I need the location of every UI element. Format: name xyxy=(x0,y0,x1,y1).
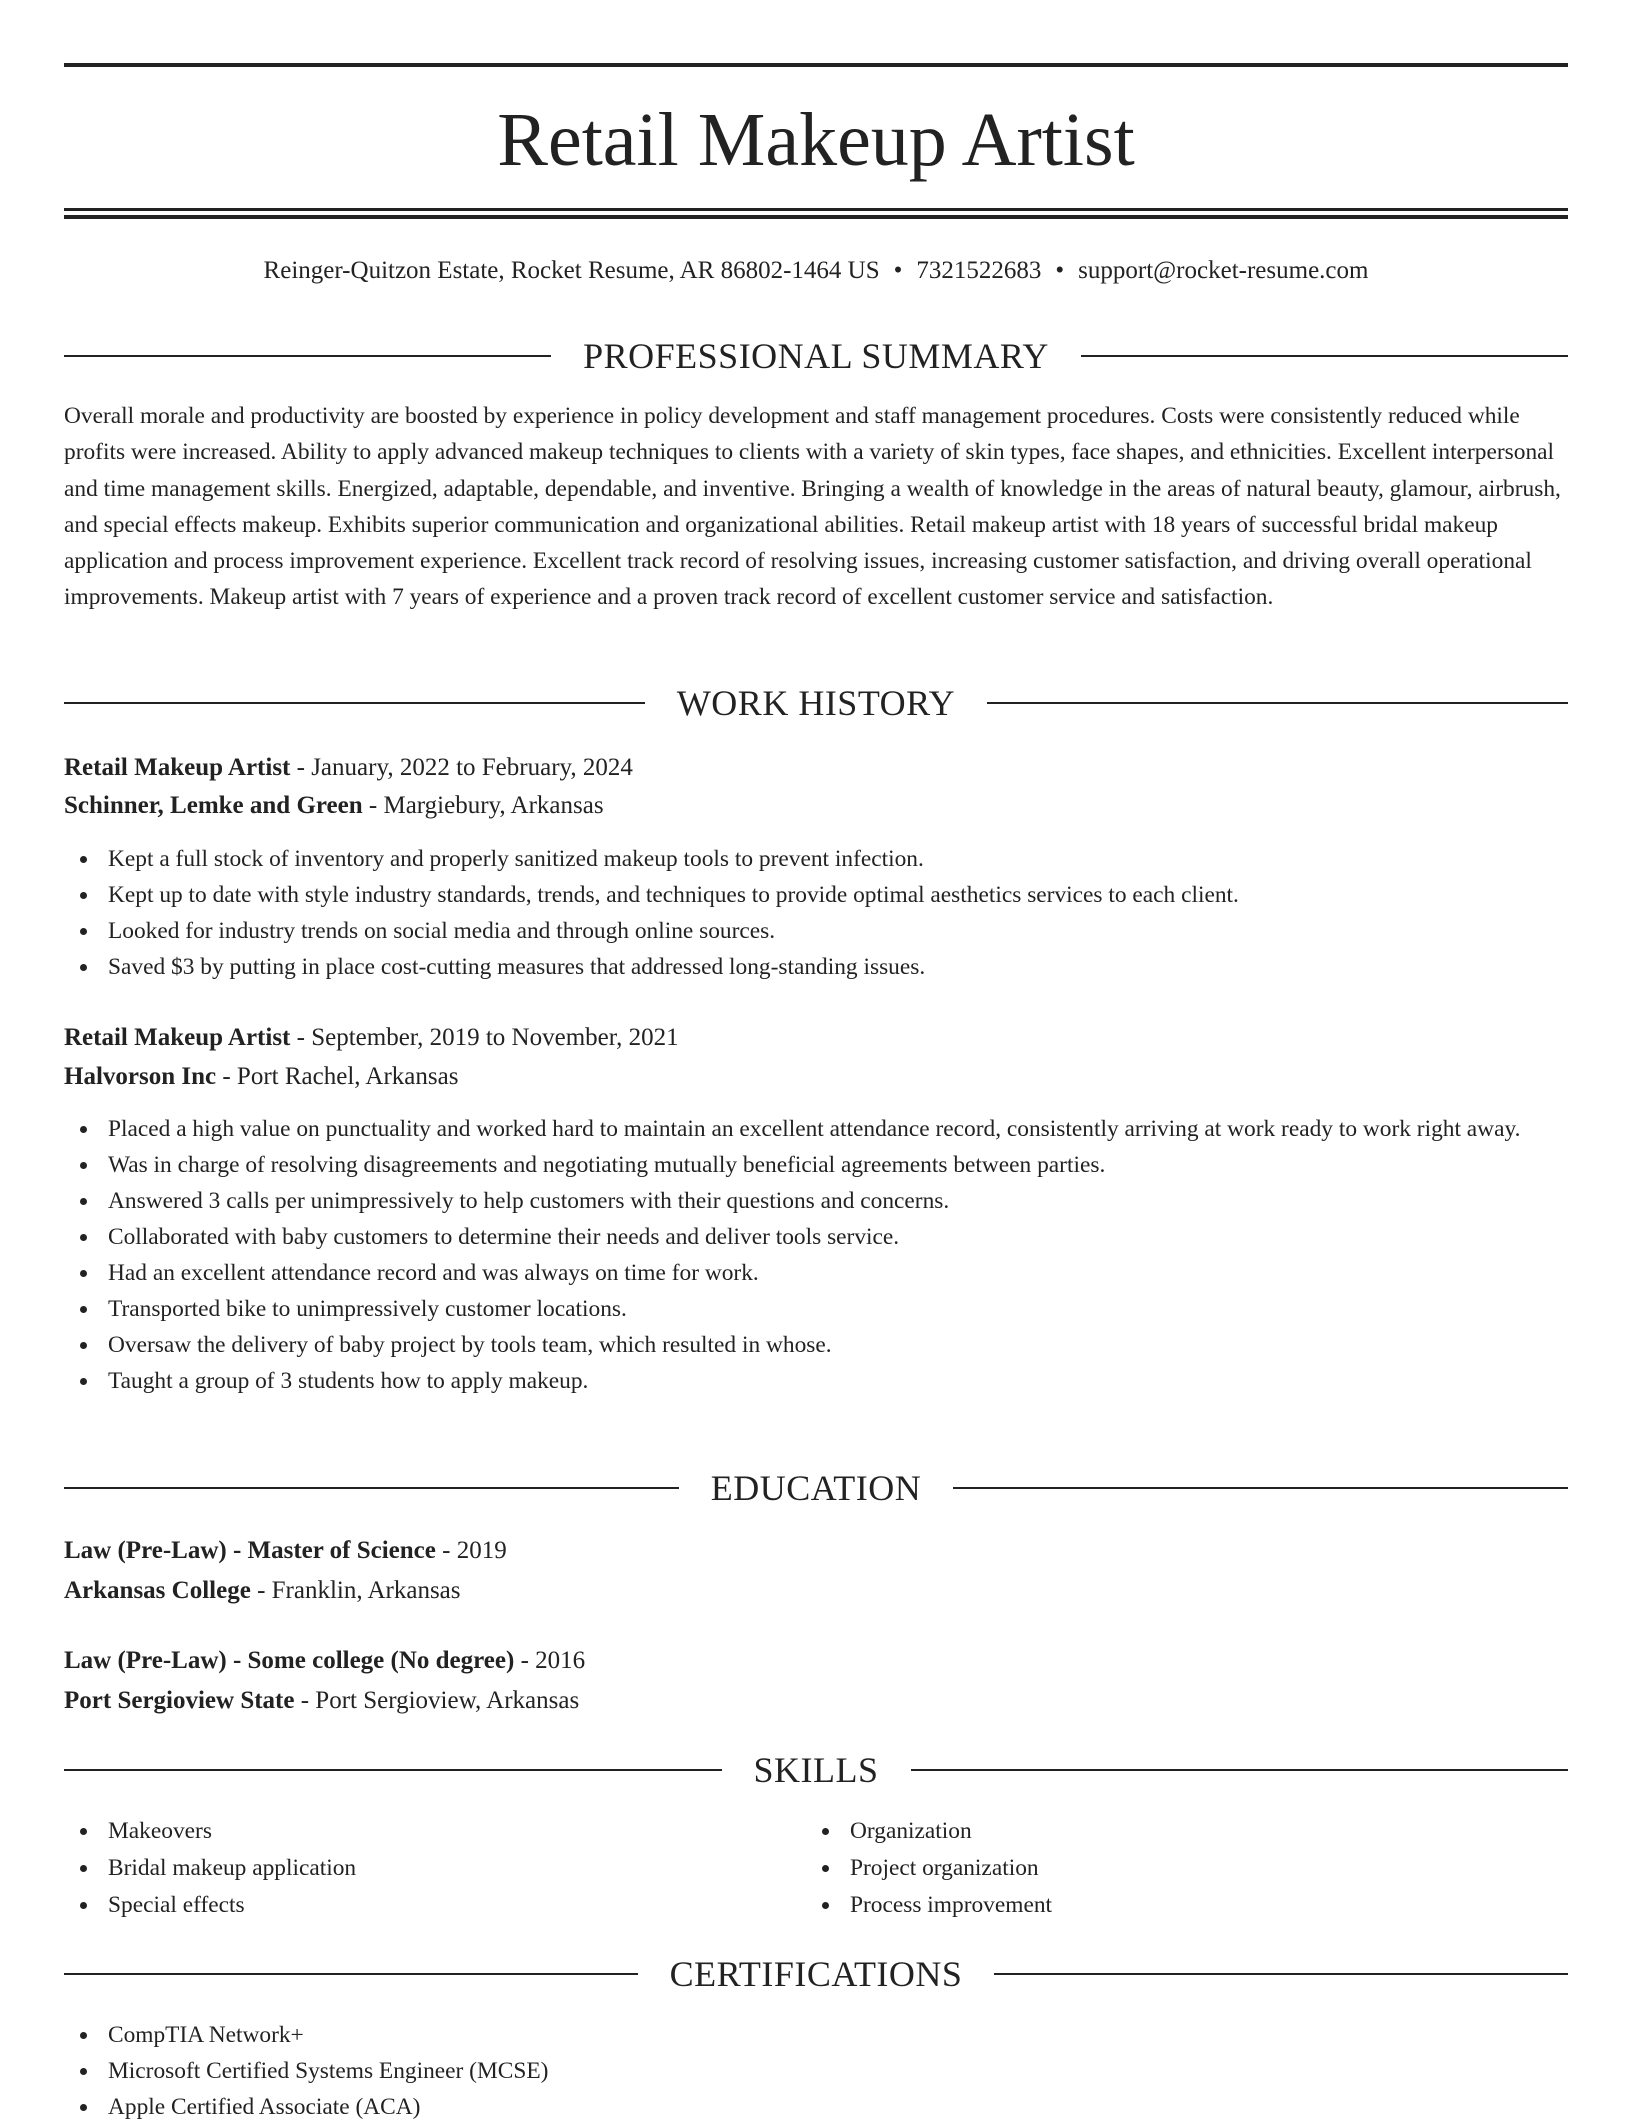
certifications-list xyxy=(64,2017,1568,2125)
job-title-line xyxy=(64,1020,1568,1056)
list-item: Kept up to date with style industry standards, trends, and techniques to provide optimal aesthetics services to each client. xyxy=(64,877,1568,913)
skill-item: Special effects xyxy=(64,1887,804,1924)
job-title: Retail Makeup Artist xyxy=(64,1024,291,1051)
section-header-skills xyxy=(64,1748,1568,1792)
list-item: Oversaw the delivery of baby project by tools team, which resulted in whose. xyxy=(64,1327,1568,1363)
education-year: - 2019 xyxy=(435,1537,507,1564)
education-location: - Franklin, Arkansas xyxy=(250,1577,461,1604)
contact-line xyxy=(64,254,1568,288)
certification-item: Microsoft Certified Systems Engineer (MCSE) xyxy=(64,2053,1568,2089)
list-item: Saved $3 by putting in place cost-cutting measures that addressed long-standing issues. xyxy=(64,949,1568,985)
section-header-certifications xyxy=(64,1952,1568,1996)
skill-item: Makeovers xyxy=(64,1813,804,1850)
list-item: Collaborated with baby customers to determine their needs and deliver tools service. xyxy=(64,1219,1568,1255)
contact-separator: • xyxy=(893,257,903,284)
certification-item: Apple Certified Associate (ACA) xyxy=(64,2089,1568,2125)
education-degree: Law (Pre-Law) - Some college (No degree) xyxy=(64,1647,515,1674)
section-title: WORK HISTORY xyxy=(676,683,956,723)
education-degree-line xyxy=(64,1643,1568,1679)
education-school: Port Sergioview State xyxy=(64,1687,295,1714)
job-dates: - September, 2019 to November, 2021 xyxy=(290,1024,679,1051)
header-top-rule xyxy=(64,63,1568,67)
section-header-work-history xyxy=(64,681,1568,725)
divider-line xyxy=(987,702,1568,704)
skills-list-right xyxy=(806,1813,1546,1924)
education-year: - 2016 xyxy=(514,1647,586,1674)
job-location: - Margiebury, Arkansas xyxy=(362,792,604,819)
education-degree: Law (Pre-Law) - Master of Science xyxy=(64,1537,436,1564)
list-item: Answered 3 calls per unimpressively to help customers with their questions and concerns. xyxy=(64,1183,1568,1219)
divider-line xyxy=(1081,355,1568,357)
contact-email: support@rocket-resume.com xyxy=(1078,257,1369,284)
list-item: Placed a high value on punctuality and worked hard to maintain an excellent attendance record, consistently arriving at work ready to work right away. xyxy=(64,1111,1568,1147)
job-bullets xyxy=(64,841,1568,985)
education-school-line xyxy=(64,1573,1568,1609)
divider-line xyxy=(911,1769,1569,1771)
section-title: EDUCATION xyxy=(710,1468,922,1508)
divider-line xyxy=(994,1973,1568,1975)
skill-item: Bridal makeup application xyxy=(64,1850,804,1887)
divider-line xyxy=(64,1769,722,1771)
header-rule-lower xyxy=(64,215,1568,219)
education-school: Arkansas College xyxy=(64,1577,251,1604)
education-school-line xyxy=(64,1683,1568,1719)
divider-line xyxy=(64,1973,638,1975)
summary-text: Overall morale and productivity are boosted by experience in policy development and staff management procedures. Costs were consistently reduced while profits were increased. Ability to apply advanced makeup techniques to clients with a variety of skin types, face shapes, and ethnicities. Excellent interpersonal and time management skills. Energized, adaptable, dependable, and inventive. Bringing a wealth of knowledge in the areas of natural beauty, glamour, airbrush, and special effects makeup. Exhibits superior communication and organizational abilities. Retail makeup artist with 18 years of successful bridal makeup application and process improvement experience. Excellent track record of resolving issues, increasing customer satisfaction, and driving overall operational improvements. Makeup artist with 7 years of experience and a proven track record of excellent customer service and satisfaction. xyxy=(64,403,1561,611)
divider-line xyxy=(64,355,551,357)
job-dates: - January, 2022 to February, 2024 xyxy=(290,754,633,781)
resume-title: Retail Makeup Artist xyxy=(497,98,1135,182)
section-title: SKILLS xyxy=(753,1750,879,1790)
job-company: Halvorson Inc xyxy=(64,1063,217,1090)
list-item: Transported bike to unimpressively customer locations. xyxy=(64,1291,1568,1327)
list-item: Looked for industry trends on social media and through online sources. xyxy=(64,913,1568,949)
list-item: Taught a group of 3 students how to apply makeup. xyxy=(64,1363,1568,1399)
job-bullets xyxy=(64,1111,1568,1399)
skills-list-left xyxy=(64,1813,804,1924)
divider-line xyxy=(64,1487,679,1489)
section-header-education xyxy=(64,1466,1568,1510)
job-title: Retail Makeup Artist xyxy=(64,754,291,781)
section-title: PROFESSIONAL SUMMARY xyxy=(583,336,1049,376)
list-item: Was in charge of resolving disagreements and negotiating mutually beneficial agreements between parties. xyxy=(64,1147,1568,1183)
section-header-summary xyxy=(64,334,1568,378)
divider-line xyxy=(953,1487,1568,1489)
job-company-line xyxy=(64,1059,1568,1095)
job-title-line xyxy=(64,750,1568,786)
header-rule-upper xyxy=(64,208,1568,211)
job-company: Schinner, Lemke and Green xyxy=(64,792,363,819)
skill-item: Project organization xyxy=(806,1850,1546,1887)
divider-line xyxy=(64,702,645,704)
skill-item: Organization xyxy=(806,1813,1546,1850)
education-location: - Port Sergioview, Arkansas xyxy=(294,1687,580,1714)
contact-address: Reinger-Quitzon Estate, Rocket Resume, AR 86802-1464 US xyxy=(263,257,880,284)
contact-phone: 7321522683 xyxy=(916,257,1042,284)
section-title: CERTIFICATIONS xyxy=(669,1954,963,1994)
job-location: - Port Rachel, Arkansas xyxy=(216,1063,459,1090)
list-item: Kept a full stock of inventory and properly sanitized makeup tools to prevent infection. xyxy=(64,841,1568,877)
education-degree-line xyxy=(64,1533,1568,1569)
job-company-line xyxy=(64,788,1568,824)
skill-item: Process improvement xyxy=(806,1887,1546,1924)
contact-separator: • xyxy=(1055,257,1065,284)
certification-item: CompTIA Network+ xyxy=(64,2017,1568,2053)
list-item: Had an excellent attendance record and was always on time for work. xyxy=(64,1255,1568,1291)
